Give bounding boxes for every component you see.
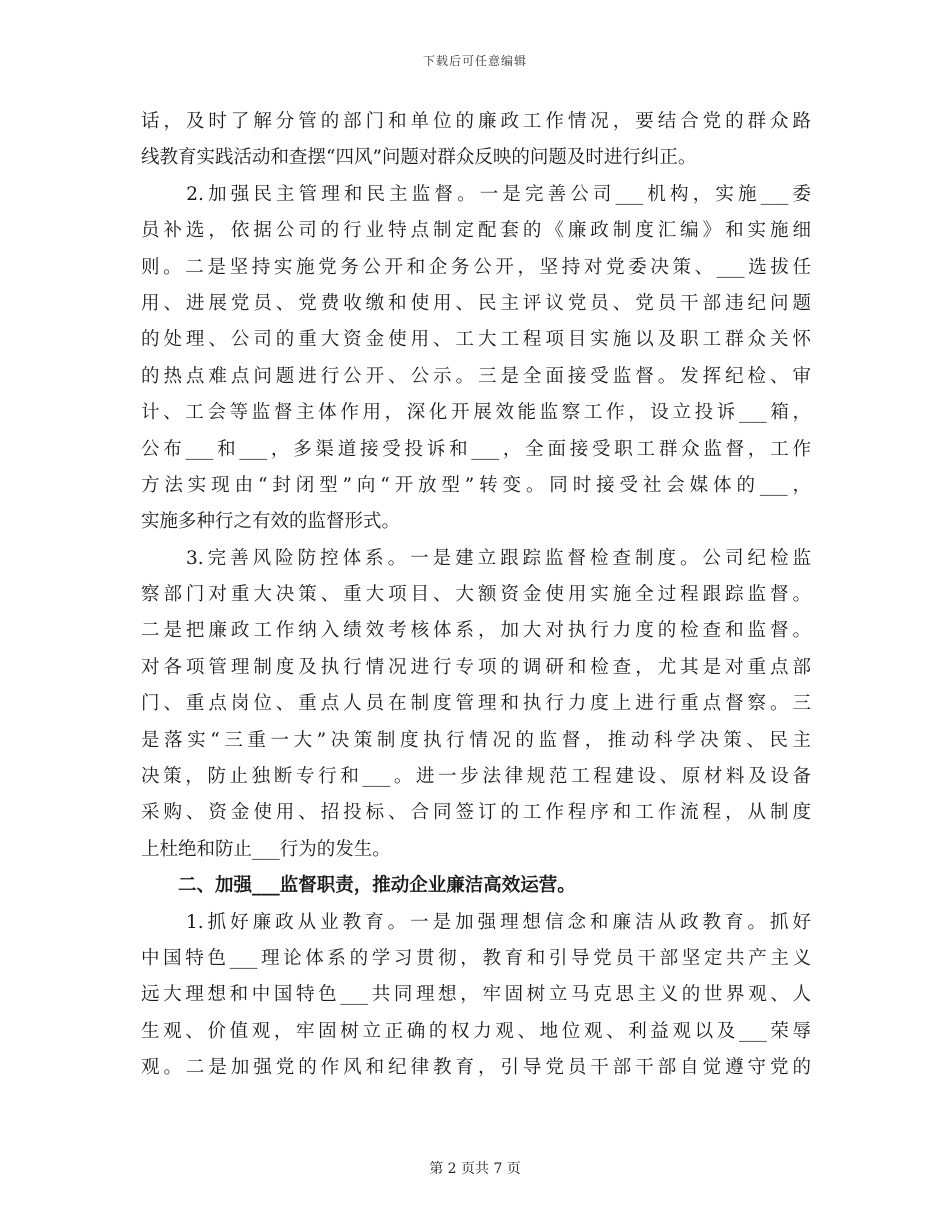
- text-line: 3.完善风险防控体系。一是建立跟踪监督检查制度。公司纪检监: [141, 547, 811, 569]
- text-line: 中国特色___理论体系的学习贯彻，教育和引导党员干部坚定共产主义: [141, 947, 811, 969]
- text-line: 公布___和___，多渠道接受投诉和___，全面接受职工群众监督，工作: [141, 438, 811, 460]
- text-line: 线教育实践活动和查摆“四风”问题对群众反映的问题及时进行纠正。: [141, 147, 697, 169]
- text-line: 对各项管理制度及执行情况进行专项的调研和检查，尤其是对重点部: [141, 656, 811, 678]
- text-line: 则。二是坚持实施党务公开和企务公开，坚持对党委决策、___选拔任: [141, 256, 811, 278]
- text-line: 是落实“三重一大”决策制度执行情况的监督，推动科学决策、民主: [141, 729, 811, 751]
- text-line: 的热点难点问题进行公开、公示。三是全面接受监督。发挥纪检、审: [141, 365, 811, 387]
- text-line: 2.加强民主管理和民主监督。一是完善公司___机构，实施___委: [141, 183, 811, 205]
- text-line: 方法实现由“封闭型”向“开放型”转变。同时接受社会媒体的___，: [141, 474, 811, 496]
- text-line: 察部门对重大决策、重大项目、大额资金使用实施全过程跟踪监督。: [141, 584, 811, 606]
- text-line: 远大理想和中国特色___共同理想，牢固树立马克思主义的世界观、人: [141, 984, 811, 1006]
- text-line: 计、工会等监督主体作用，深化开展效能监察工作，设立投诉___箱，: [141, 402, 811, 424]
- text-line: 的处理、公司的重大资金使用、工大工程项目实施以及职工群众关怀: [141, 329, 811, 351]
- page-header-watermark: 下载后可任意编辑: [422, 54, 527, 68]
- text-line: 1.抓好廉政从业教育。一是加强理想信念和廉洁从政教育。抓好: [141, 911, 811, 933]
- page-number: 第 2 页共 7 页: [429, 1161, 521, 1177]
- text-line: 门、重点岗位、重点人员在制度管理和执行力度上进行重点督察。三: [141, 693, 811, 715]
- text-line: 员补选，依据公司的行业特点制定配套的《廉政制度汇编》和实施细: [141, 220, 811, 242]
- text-line: 话，及时了解分管的部门和单位的廉政工作情况，要结合党的群众路: [141, 111, 811, 132]
- text-line: 决策，防止独断专行和___。进一步法律规范工程建设、原材料及设备: [141, 766, 811, 788]
- document-body: [141, 104, 811, 1087]
- text-line: 上杜绝和防止___行为的发生。: [141, 838, 391, 860]
- text-line: 采购、资金使用、招投标、合同签订的工作程序和工作流程，从制度: [141, 802, 811, 824]
- section-heading: 二、加强___监督职责，推动企业廉洁高效运营。: [141, 875, 576, 897]
- text-line: 用、进展党员、党费收缴和使用、民主评议党员、党员干部违纪问题: [141, 292, 811, 314]
- text-line: 生观、价值观，牢固树立正确的权力观、地位观、利益观以及___荣辱: [141, 1020, 811, 1042]
- text-line: 二是把廉政工作纳入绩效考核体系，加大对执行力度的检查和监督。: [141, 620, 811, 642]
- text-line: 实施多种行之有效的监督形式。: [141, 511, 401, 533]
- text-line: 观。二是加强党的作风和纪律教育，引导党员干部干部自觉遵守党的: [141, 1057, 811, 1079]
